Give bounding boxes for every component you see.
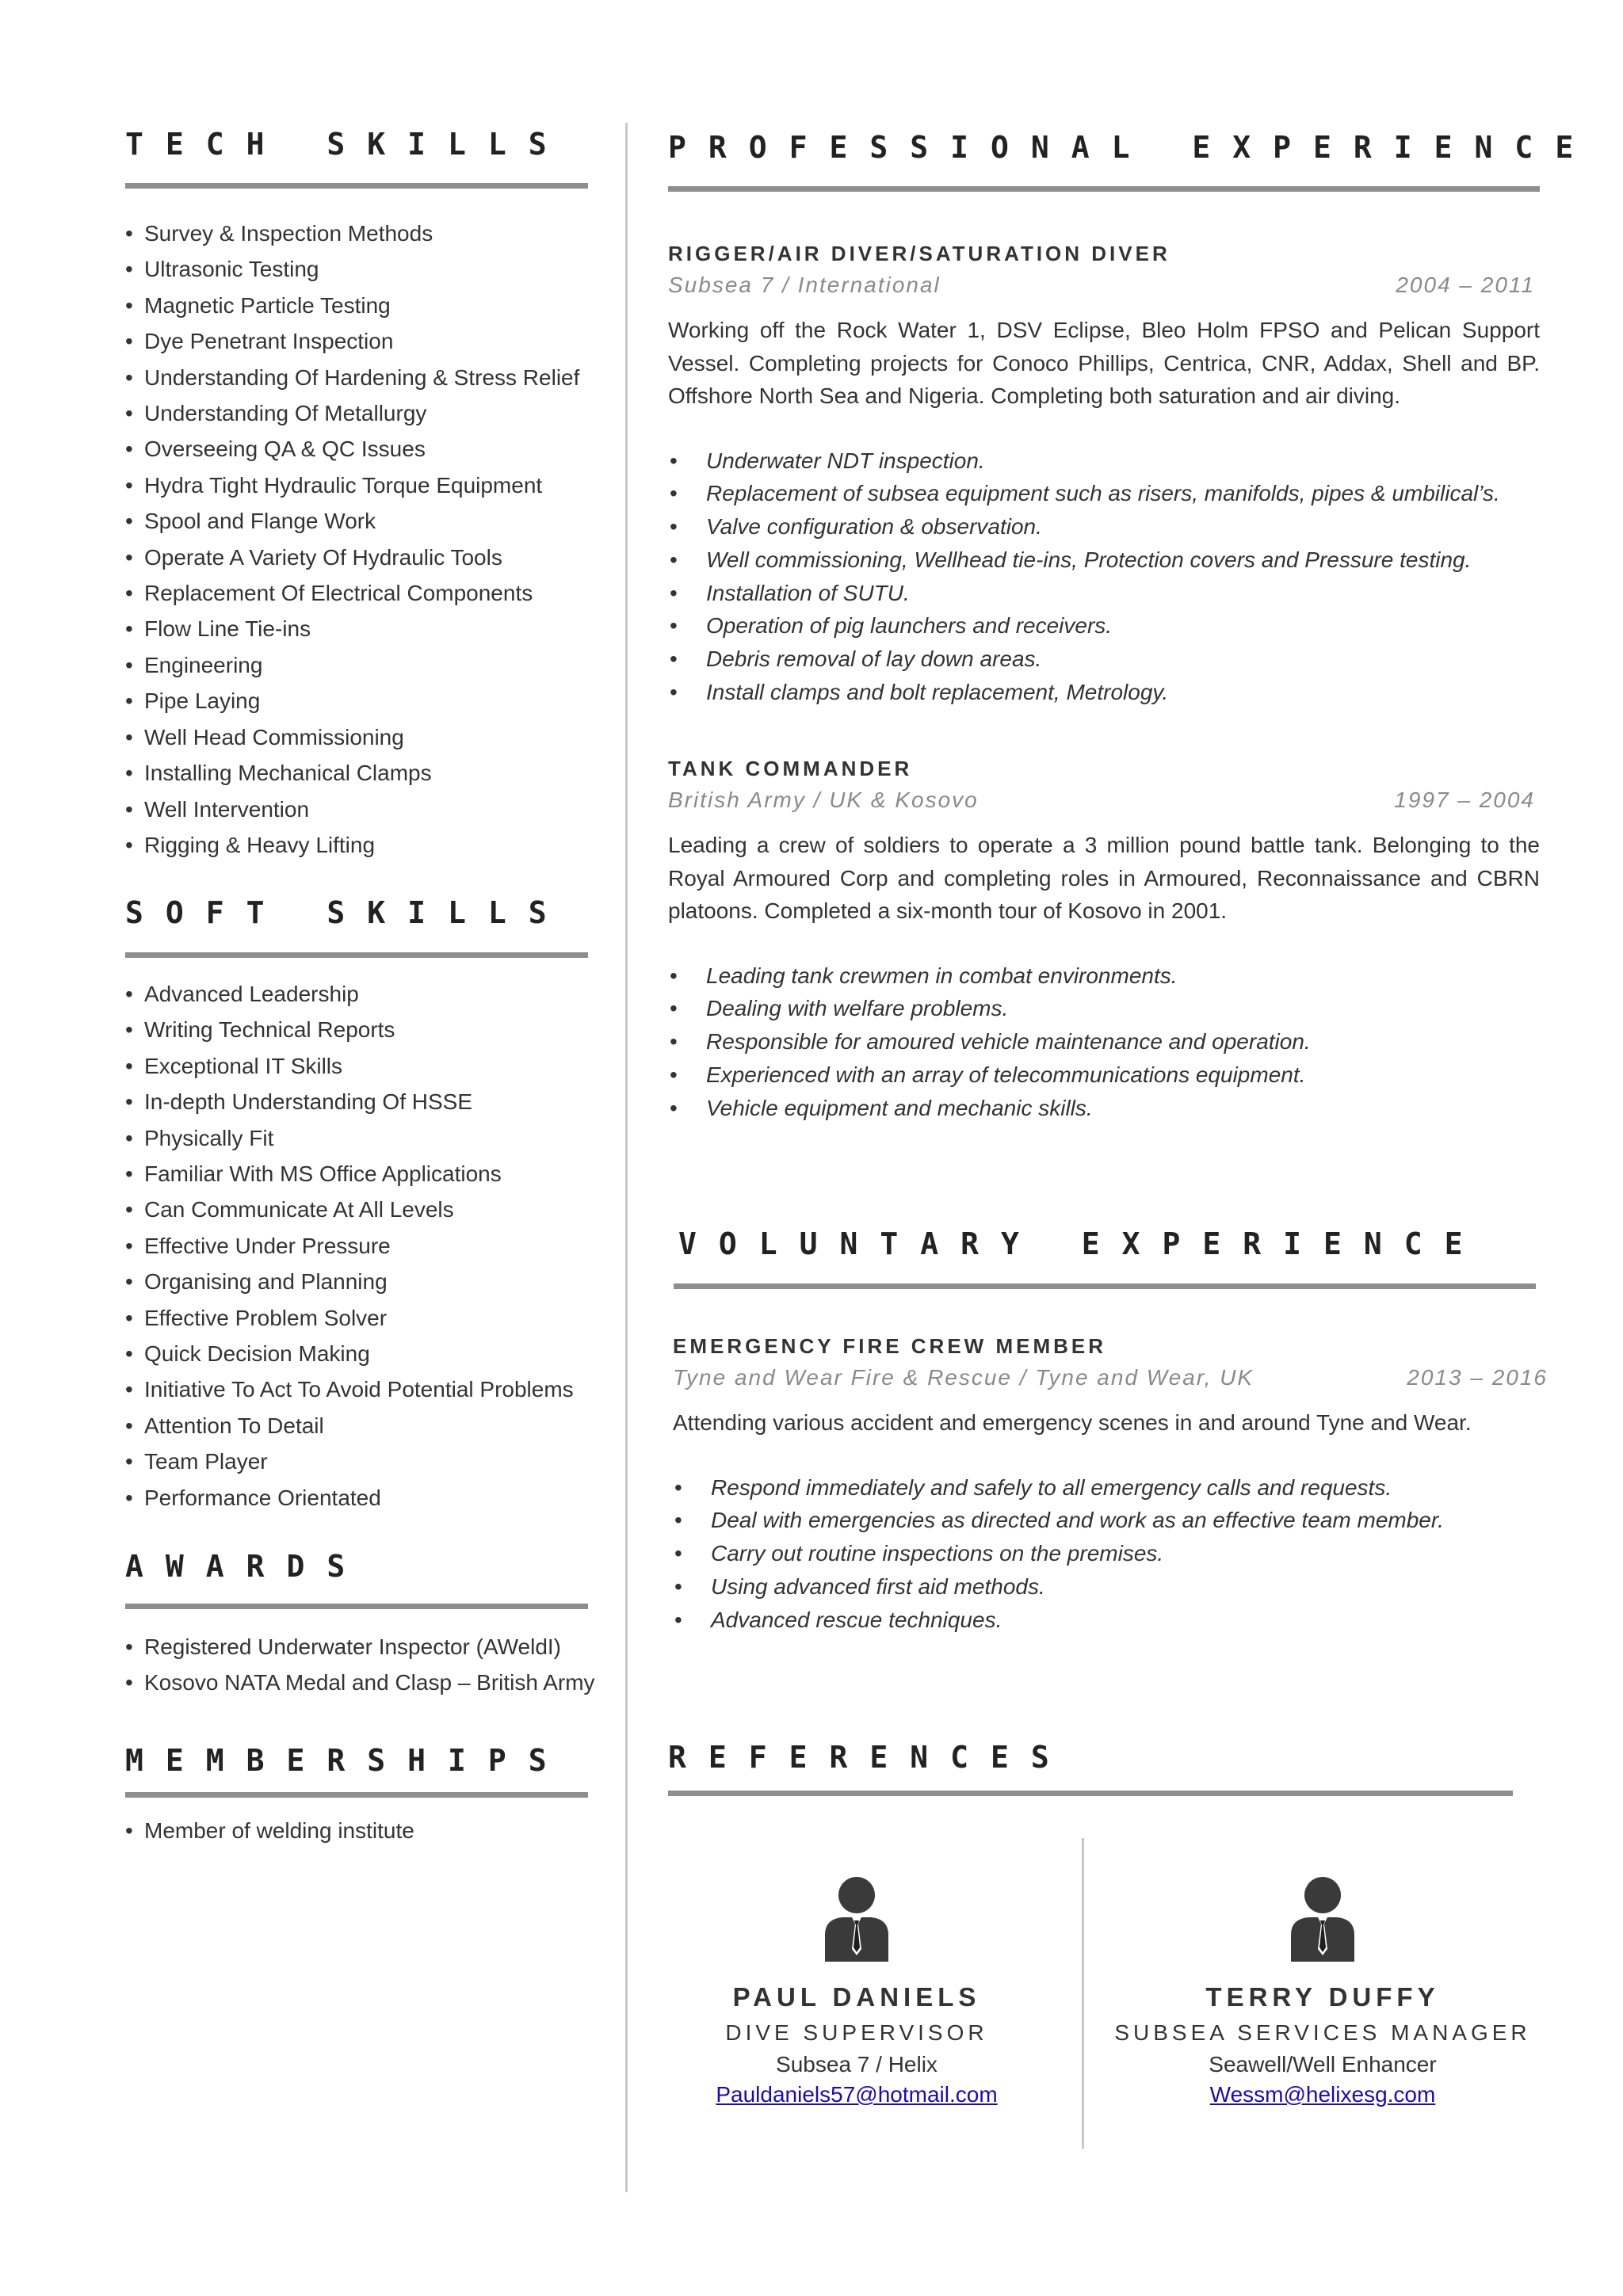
reference-company: Seawell/Well Enhancer — [1209, 2052, 1437, 2077]
list-item: • Quick Decision Making — [125, 1336, 609, 1371]
job-subtitle — [668, 788, 1538, 818]
list-item: • Attention To Detail — [125, 1408, 609, 1444]
tech-skills-rule — [125, 183, 588, 189]
job-tank-commander — [668, 757, 1540, 1124]
list-item: • Spool and Flange Work — [125, 503, 609, 539]
job-description: Working off the Rock Water 1, DSV Eclipse, Bleo Holm FPSO and Pelican Support Vessel. Completing projects for Conoco Phillips, Centrica, CNR, Addax, Shell and BP. Offshore North Sea and Nigeria. Completing both saturation and air diving. — [668, 318, 1540, 408]
job-company: British Army / UK & Kosovo — [668, 788, 979, 812]
job-dates: 1997 – 2004 — [1394, 788, 1535, 812]
list-item: • Responsible for amoured vehicle maintenance and operation. — [668, 1025, 1540, 1058]
voluntary-experience-heading: VOLUNTARY EXPERIENCE — [678, 1226, 1485, 1261]
list-item: • Effective Under Pressure — [125, 1228, 609, 1264]
reference-terry-duffy — [1101, 1876, 1545, 2107]
list-item: • Respond immediately and safely to all emergency calls and requests. — [673, 1471, 1552, 1505]
list-item: • Kosovo NATA Medal and Clasp – British Army — [125, 1665, 609, 1700]
job-title: EMERGENCY FIRE CREW MEMBER — [673, 1334, 1106, 1358]
list-item: • Overseeing QA & QC Issues — [125, 431, 609, 467]
reference-company: Subsea 7 / Helix — [776, 2052, 938, 2077]
list-item: • Understanding Of Metallurgy — [125, 395, 609, 431]
list-item: • Dye Penetrant Inspection — [125, 323, 609, 359]
list-item: • Carry out routine inspections on the premises. — [673, 1537, 1552, 1570]
list-item: • Ultrasonic Testing — [125, 251, 609, 287]
job-subtitle — [673, 1365, 1551, 1395]
job-company: Tyne and Wear Fire & Rescue / Tyne and Wear, UK — [673, 1365, 1254, 1390]
soft-skills-heading: SOFT SKILLS — [125, 895, 569, 930]
reference-paul-daniels — [635, 1876, 1079, 2107]
job-title: TANK COMMANDER — [668, 757, 913, 780]
reference-name: TERRY DUFFY — [1205, 1982, 1440, 2012]
tech-skills-heading: TECH SKILLS — [125, 127, 569, 162]
job-dates: 2013 – 2016 — [1407, 1365, 1548, 1390]
professional-experience-heading: PROFESSIONAL EXPERIENCE — [668, 130, 1596, 165]
awards-rule — [125, 1604, 588, 1609]
list-item: • Advanced Leadership — [125, 976, 609, 1012]
reference-role: SUBSEA SERVICES MANAGER — [1114, 2020, 1531, 2045]
list-item: • Performance Orientated — [125, 1480, 609, 1516]
list-item: • Rigging & Heavy Lifting — [125, 827, 609, 863]
reference-email-link[interactable]: Wessm@helixesg.com — [1209, 2082, 1436, 2107]
memberships-rule — [125, 1792, 588, 1798]
references-rule — [668, 1791, 1513, 1796]
list-item: • Debris removal of lay down areas. — [668, 643, 1540, 676]
list-item: • Can Communicate At All Levels — [125, 1192, 609, 1227]
list-item: • Installation of SUTU. — [668, 577, 1540, 610]
list-item: • Vehicle equipment and mechanic skills. — [668, 1092, 1540, 1125]
references-heading: REFERENCES — [668, 1740, 1071, 1775]
list-item: • Dealing with welfare problems. — [668, 992, 1540, 1025]
awards-heading: AWARDS — [125, 1549, 368, 1584]
voluntary-experience-rule — [674, 1283, 1536, 1289]
job-description: Leading a crew of soldiers to operate a 3 million pound battle tank. Belonging to the Royal Armoured Corp and completing roles in Armoured, Reconnaissance and CBRN platoons. Completed a six-month tour of Kosovo in 2001. — [668, 833, 1540, 923]
job-description: Attending various accident and emergency scenes in and around Tyne and Wear. — [673, 1410, 1472, 1435]
list-item: • Operation of pig launchers and receivers. — [668, 609, 1540, 643]
list-item: • Flow Line Tie-ins — [125, 611, 609, 646]
job-bullets — [673, 1471, 1552, 1637]
list-item: • Understanding Of Hardening & Stress Relief — [125, 360, 609, 395]
list-item: • Engineering — [125, 647, 609, 683]
list-item: • Magnetic Particle Testing — [125, 288, 609, 323]
references-divider — [1082, 1838, 1084, 2149]
soft-skills-rule — [125, 952, 588, 958]
list-item: • Underwater NDT inspection. — [668, 444, 1540, 478]
list-item: • Advanced rescue techniques. — [673, 1604, 1552, 1637]
list-item: • Registered Underwater Inspector (AWeldI) — [125, 1629, 609, 1665]
list-item: • Replacement of subsea equipment such as risers, manifolds, pipes & umbilical’s. — [668, 477, 1540, 510]
job-rigger-diver — [668, 242, 1540, 709]
list-item: • Install clamps and bolt replacement, Metrology. — [668, 676, 1540, 709]
job-dates: 2004 – 2011 — [1396, 273, 1535, 297]
job-subtitle — [668, 273, 1538, 303]
list-item: • Team Player — [125, 1444, 609, 1479]
memberships-heading: MEMBERSHIPS — [125, 1743, 569, 1778]
reference-name: PAUL DANIELS — [732, 1982, 981, 2012]
job-bullets — [668, 959, 1540, 1125]
awards-list — [125, 1629, 609, 1701]
person-icon — [823, 1876, 890, 1962]
list-item: • Physically Fit — [125, 1120, 609, 1156]
list-item: • Using advanced first aid methods. — [673, 1570, 1552, 1604]
list-item: • Well commissioning, Wellhead tie-ins, Protection covers and Pressure testing. — [668, 543, 1540, 577]
list-item: • Installing Mechanical Clamps — [125, 755, 609, 791]
list-item: • Well Head Commissioning — [125, 719, 609, 755]
list-item: • Hydra Tight Hydraulic Torque Equipment — [125, 467, 609, 503]
list-item: • Exceptional IT Skills — [125, 1048, 609, 1084]
list-item: • Organising and Planning — [125, 1264, 609, 1299]
list-item: • Leading tank crewmen in combat environments. — [668, 959, 1540, 993]
list-item: • Initiative To Act To Avoid Potential Problems — [125, 1371, 609, 1407]
list-item: • Operate A Variety Of Hydraulic Tools — [125, 540, 609, 575]
memberships-list — [125, 1813, 609, 1848]
reference-role: DIVE SUPERVISOR — [725, 2020, 988, 2045]
list-item: • Well Intervention — [125, 791, 609, 827]
professional-experience-rule — [668, 186, 1540, 192]
job-title: RIGGER/AIR DIVER/SATURATION DIVER — [668, 242, 1170, 265]
list-item: • Member of welding institute — [125, 1813, 609, 1848]
reference-email-link[interactable]: Pauldaniels57@hotmail.com — [716, 2082, 998, 2107]
list-item: • Survey & Inspection Methods — [125, 215, 609, 251]
list-item: • Replacement Of Electrical Components — [125, 575, 609, 611]
column-divider — [625, 123, 628, 2192]
list-item: • Deal with emergencies as directed and work as an effective team member. — [673, 1504, 1552, 1537]
list-item: • Writing Technical Reports — [125, 1012, 609, 1047]
list-item: • Effective Problem Solver — [125, 1300, 609, 1336]
list-item: • In-depth Understanding Of HSSE — [125, 1084, 609, 1119]
tech-skills-list — [125, 215, 609, 863]
job-bullets — [668, 444, 1540, 709]
list-item: • Familiar With MS Office Applications — [125, 1156, 609, 1192]
soft-skills-list — [125, 976, 609, 1516]
list-item: • Pipe Laying — [125, 683, 609, 719]
list-item: • Experienced with an array of telecommunications equipment. — [668, 1058, 1540, 1092]
job-company: Subsea 7 / International — [668, 273, 941, 297]
list-item: • Valve configuration & observation. — [668, 510, 1540, 543]
job-emergency-fire-crew — [673, 1334, 1552, 1636]
person-icon — [1289, 1876, 1356, 1962]
